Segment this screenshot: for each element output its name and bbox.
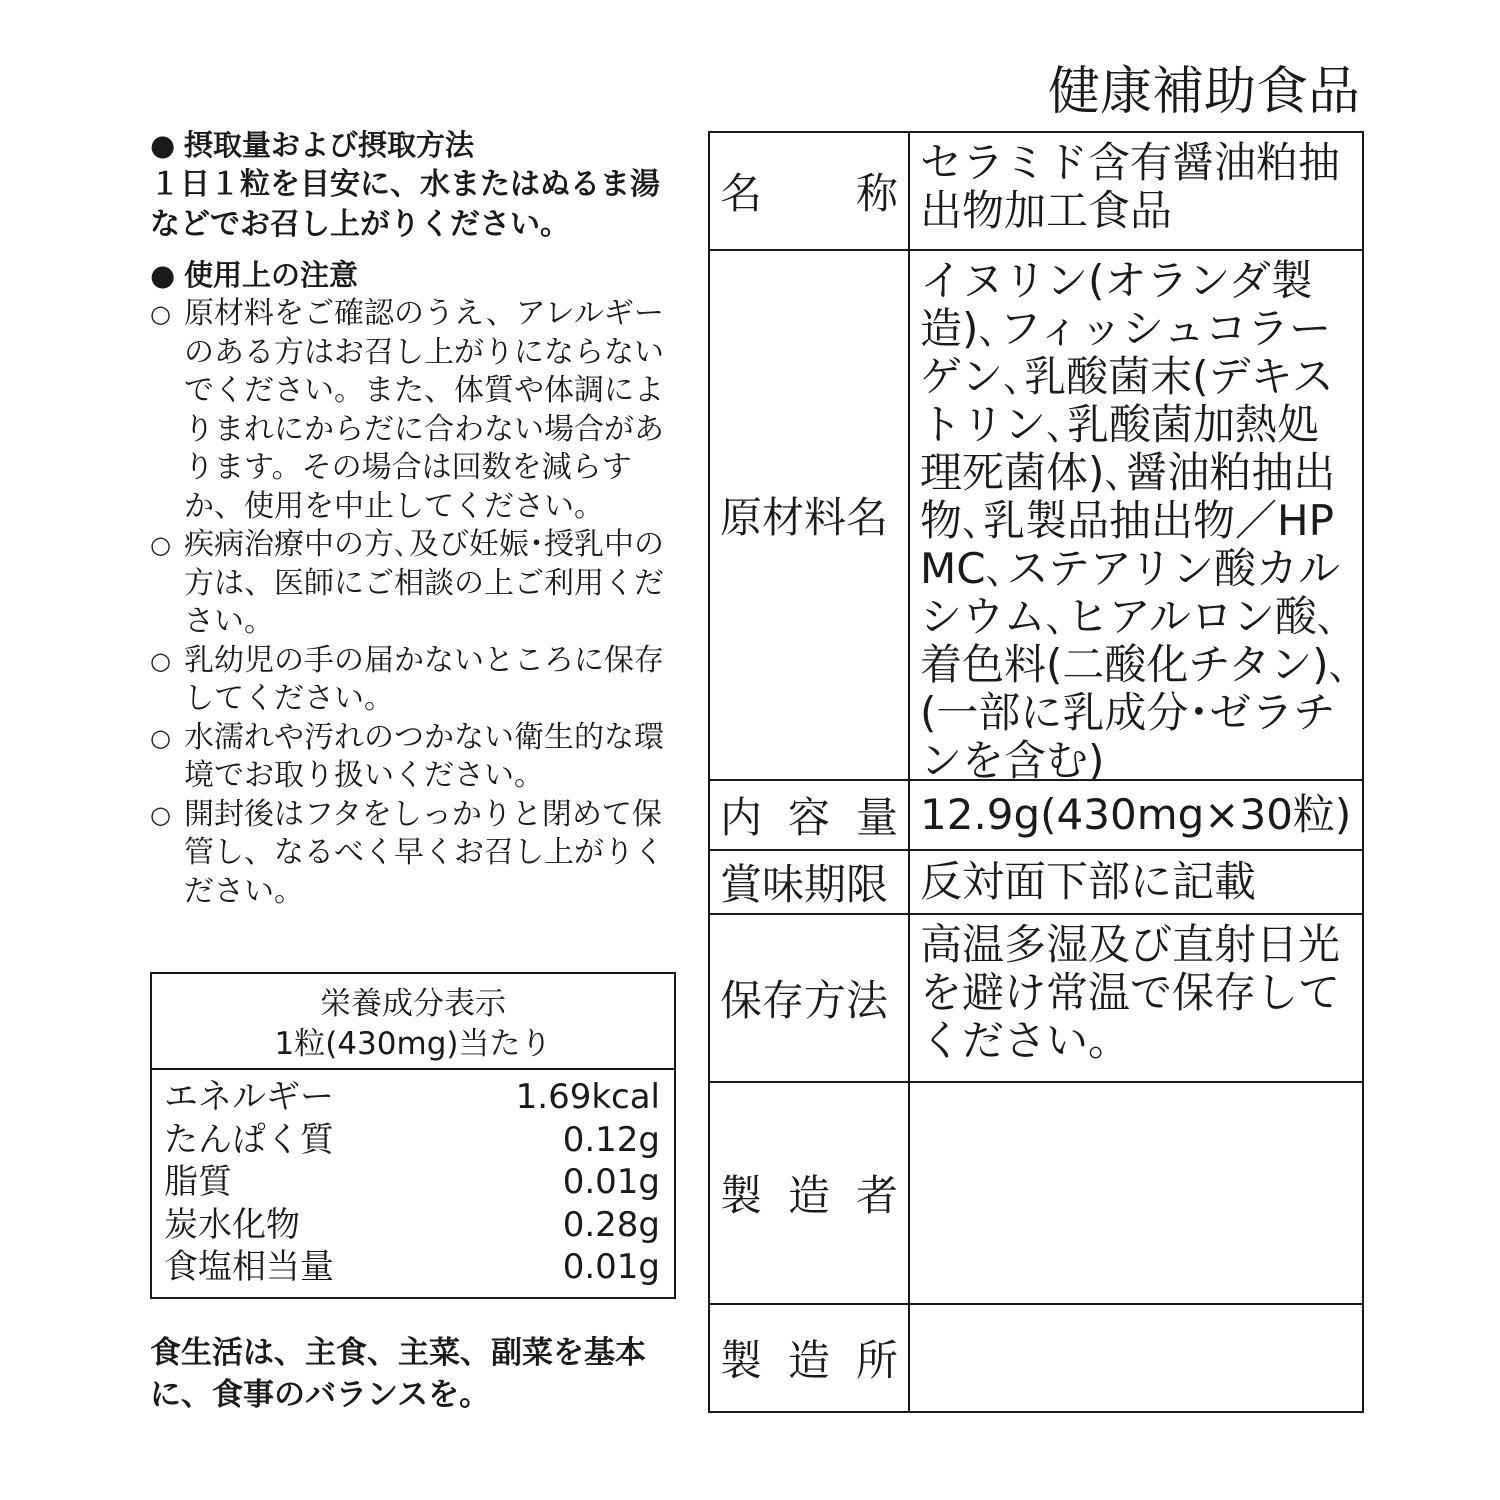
value-factory bbox=[910, 1305, 1362, 1411]
cautions-heading: ● 使用上の注意 bbox=[150, 255, 680, 295]
row-content-amount bbox=[710, 781, 1362, 851]
circle-bullet-icon: ○ bbox=[150, 800, 171, 829]
nutrition-title: 栄養成分表示 bbox=[320, 986, 506, 1022]
circle-bullet-icon: ○ bbox=[150, 723, 171, 752]
circle-bullet-icon: ○ bbox=[150, 531, 171, 559]
left-column bbox=[150, 125, 680, 911]
nutrient-value: 0.01g bbox=[562, 1162, 660, 1202]
value-expiry: 反対面下部に記載 bbox=[920, 857, 1257, 906]
caution-item: ○ 開封後はフタをしっかりと閉めて保管し、なるべく早くお召し上がりください。 bbox=[150, 796, 664, 909]
value-content-amount: 12.9g(430mg×30粒) bbox=[920, 790, 1352, 839]
nutrition-row bbox=[164, 1161, 660, 1204]
nutrition-row bbox=[164, 1119, 660, 1162]
nutrition-header bbox=[152, 974, 674, 1070]
nutrient-name: 炭水化物 bbox=[164, 1204, 300, 1245]
value-manufacturer bbox=[910, 1083, 1362, 1303]
value-name: セラミド含有醤油粕抽出物加工食品 bbox=[920, 138, 1341, 235]
caution-item: ○ 乳幼児の手の届かないところに保存してください。 bbox=[150, 642, 664, 716]
product-category-title: 健康補助食品 bbox=[1047, 62, 1360, 122]
nutrient-name: 食塩相当量 bbox=[164, 1247, 334, 1287]
nutrition-serving: 1粒(430mg)当たり bbox=[274, 1026, 552, 1062]
product-label-table bbox=[708, 131, 1364, 1413]
row-factory bbox=[710, 1305, 1362, 1411]
nutrient-value: 0.28g bbox=[562, 1204, 660, 1245]
cautions-list bbox=[150, 295, 680, 911]
nutrition-rows bbox=[152, 1070, 674, 1289]
nutrient-value: 1.69kcal bbox=[515, 1077, 660, 1117]
caution-item: ○ 水濡れや汚れのつかない衛生的な環境でお取り扱いください。 bbox=[150, 719, 664, 793]
label-storage: 保存方法 bbox=[710, 915, 910, 1081]
row-name bbox=[710, 133, 1362, 251]
dietary-balance-note: 食生活は、主食、主菜、副菜を基本に、食事のバランスを。 bbox=[150, 1335, 646, 1413]
nutrition-row bbox=[164, 1204, 660, 1247]
circle-bullet-icon: ○ bbox=[150, 300, 171, 328]
label-ingredients: 原材料名 bbox=[710, 251, 910, 779]
nutrient-value: 0.12g bbox=[562, 1119, 660, 1160]
bullet-icon: ● bbox=[150, 128, 176, 162]
row-ingredients bbox=[710, 251, 1362, 785]
value-storage: 高温多湿及び直射日光を避け常温で保存してください。 bbox=[920, 920, 1341, 1065]
nutrient-name: たんぱく質 bbox=[164, 1119, 334, 1160]
caution-item: ○ 原材料をご確認のうえ、アレルギーのある方はお召し上がりにならないでください。また、体質や体調によりまれにからだに合わない場合があります。その場合は回数を減らすか、使用を中止してください。 bbox=[150, 296, 664, 524]
row-manufacturer bbox=[710, 1083, 1362, 1305]
bullet-icon: ● bbox=[150, 258, 176, 292]
nutrition-row bbox=[164, 1076, 660, 1119]
nutrition-row bbox=[164, 1246, 660, 1289]
caution-item: ○ 疾病治療中の方､及び妊娠･授乳中の方は、医師にご相談の上ご利用ください。 bbox=[150, 527, 664, 639]
label-factory: 製 造 所 bbox=[710, 1305, 910, 1411]
nutrient-name: エネルギー bbox=[164, 1077, 334, 1117]
nutrient-name: 脂質 bbox=[164, 1162, 232, 1202]
circle-bullet-icon: ○ bbox=[150, 646, 171, 675]
label-manufacturer: 製 造 者 bbox=[710, 1083, 910, 1303]
intake-heading: ● 摂取量および摂取方法 bbox=[150, 125, 680, 165]
label-content-amount: 内 容 量 bbox=[710, 781, 910, 849]
nutrition-facts-box bbox=[150, 972, 676, 1299]
value-ingredients: イヌリン(オランダ製造)､フィッシュコラーゲン､乳酸菌末(デキストリン､乳酸菌加熱処理死菌体)､醤油粕抽出物､乳製品抽出物／HPMC､ステアリン酸カルシウム､ヒアルロン酸､着色料(二酸化チタン)､(一部に乳成分･ゼラチンを含む) bbox=[920, 256, 1350, 785]
label-expiry: 賞味期限 bbox=[710, 851, 910, 913]
nutrient-value: 0.01g bbox=[562, 1247, 660, 1287]
intake-text: １日１粒を目安に、水またはぬるま湯などでお召し上がりください。 bbox=[150, 167, 660, 242]
label-name: 名 称 bbox=[710, 133, 910, 249]
row-storage bbox=[710, 915, 1362, 1083]
row-expiry bbox=[710, 851, 1362, 915]
